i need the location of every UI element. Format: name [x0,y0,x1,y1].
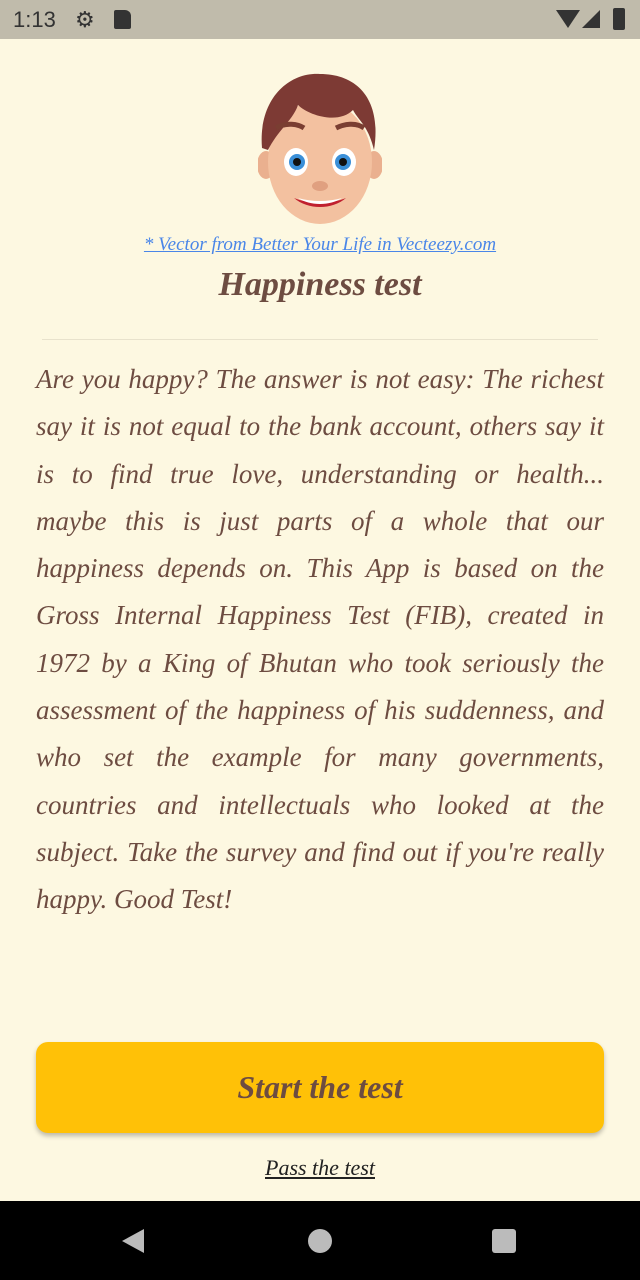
navigation-bar [0,1201,640,1280]
vecteezy-credit-link[interactable]: * Vector from Better Your Life in Vecteezy.com [143,234,497,255]
home-icon[interactable] [308,1229,332,1253]
pass-test-container [0,1155,640,1181]
status-time: 1:13 [13,7,56,32]
credit-link-container [0,234,640,256]
start-test-button[interactable]: Start the test [36,1042,604,1133]
recent-apps-icon[interactable] [492,1229,516,1253]
battery-icon [613,8,625,30]
signal-icon [582,10,600,28]
back-icon[interactable] [122,1229,144,1253]
pass-test-link[interactable]: Pass the test [265,1155,375,1180]
sd-card-icon [114,10,131,29]
page-title: Happiness test [218,266,422,303]
status-bar [0,0,640,39]
gear-icon: ⚙ [75,7,95,32]
divider [42,339,598,340]
wifi-icon [556,10,580,28]
intro-text: Are you happy? The answer is not easy: The richest say it is not equal to the bank account, others say it is to find true love, understanding or health... maybe this is just parts of a whole that our happiness depends on. This App is based on the Gross Internal Happiness Test (FIB), created in 1972 by a King of Bhutan who took seriously the assessment of the happiness of his suddenness, and who set the example for many governments, countries and intellectuals who looked at the subject. Take the survey and find out if you're really happy. Good Test! [36,364,604,915]
boy-face-illustration [258,70,382,225]
